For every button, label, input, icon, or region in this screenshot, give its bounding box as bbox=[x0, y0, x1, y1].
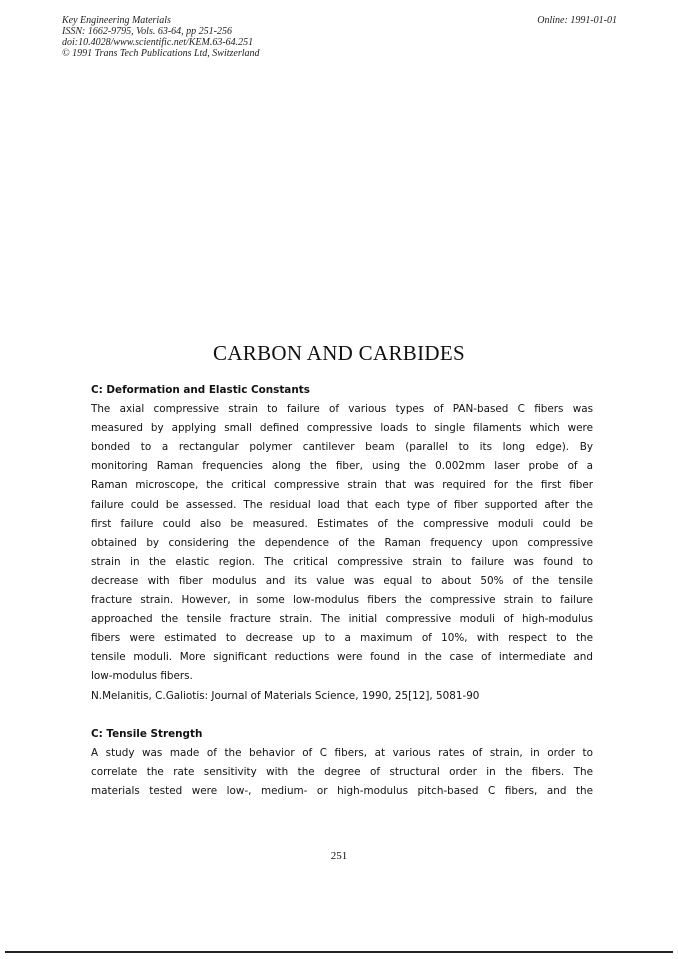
body-line: first failure could also be measured. Estimates of the compressive moduli could be bbox=[91, 517, 593, 530]
entry-heading: C: Tensile Strength bbox=[91, 727, 203, 740]
bottom-rule bbox=[5, 951, 673, 953]
body-line: measured by applying small defined compressive loads to single filaments which were bbox=[91, 422, 593, 435]
journal-doi: doi:10.4028/www.scientific.net/KEM.63-64.251 bbox=[62, 37, 254, 48]
entry-deformation bbox=[91, 381, 593, 706]
page-number: 251 bbox=[330, 850, 348, 862]
body-line: Raman microscope, the critical compressive strain that was required for the first fiber bbox=[91, 479, 593, 492]
body-line: obtained by considering the dependence of the Raman frequency upon compressive bbox=[91, 536, 593, 549]
journal-issn: ISSN: 1662-9795, Vols. 63-64, pp 251-256 bbox=[62, 26, 232, 37]
journal-header bbox=[62, 15, 260, 59]
entry-spacer bbox=[91, 706, 593, 725]
body-line: materials tested were low-, medium- or high-modulus pitch-based C fibers, and the bbox=[91, 784, 593, 797]
body-line: failure could be assessed. The residual load that each type of fiber supported after the bbox=[91, 498, 593, 511]
body-line: monitoring Raman frequencies along the fiber, using the 0.002mm laser probe of a bbox=[91, 460, 593, 473]
entry-tensile-strength bbox=[91, 725, 593, 801]
body-line: correlate the rate sensitivity with the degree of structural order in the fibers. The bbox=[91, 765, 593, 778]
citation: N.Melanitis, C.Galiotis: Journal of Materials Science, 1990, 25[12], 5081-90 bbox=[91, 689, 480, 702]
body-line: The axial compressive strain to failure of various types of PAN-based C fibers was bbox=[91, 403, 593, 416]
online-date: Online: 1991-01-01 bbox=[537, 15, 617, 26]
body-line: approached the tensile fracture strain. The initial compressive moduli of high-modulus bbox=[91, 613, 593, 626]
body-line: low-modulus fibers. bbox=[91, 670, 193, 683]
body-line: fracture strain. However, in some low-modulus fibers the compressive strain to failure bbox=[91, 594, 593, 607]
body-line: bonded to a rectangular polymer cantilever beam (parallel to its long edge). By bbox=[91, 441, 593, 454]
body-line: decrease with fiber modulus and its value was equal to about 50% of the tensile bbox=[91, 574, 593, 587]
section-title: CARBON AND CARBIDES bbox=[213, 341, 465, 365]
body-line: A study was made of the behavior of C fibers, at various rates of strain, in order to bbox=[91, 746, 593, 759]
journal-name: Key Engineering Materials bbox=[62, 15, 171, 26]
body-line: tensile moduli. More significant reductions were found in the case of intermediate and bbox=[91, 651, 593, 664]
entry-heading: C: Deformation and Elastic Constants bbox=[91, 384, 310, 396]
body-line: fibers were estimated to decrease up to a maximum of 10%, with respect to the bbox=[91, 632, 593, 645]
page-content bbox=[91, 381, 593, 801]
journal-copyright: © 1991 Trans Tech Publications Ltd, Switzerland bbox=[62, 48, 260, 59]
body-line: strain in the elastic region. The critical compressive strain to failure was found to bbox=[91, 555, 593, 568]
